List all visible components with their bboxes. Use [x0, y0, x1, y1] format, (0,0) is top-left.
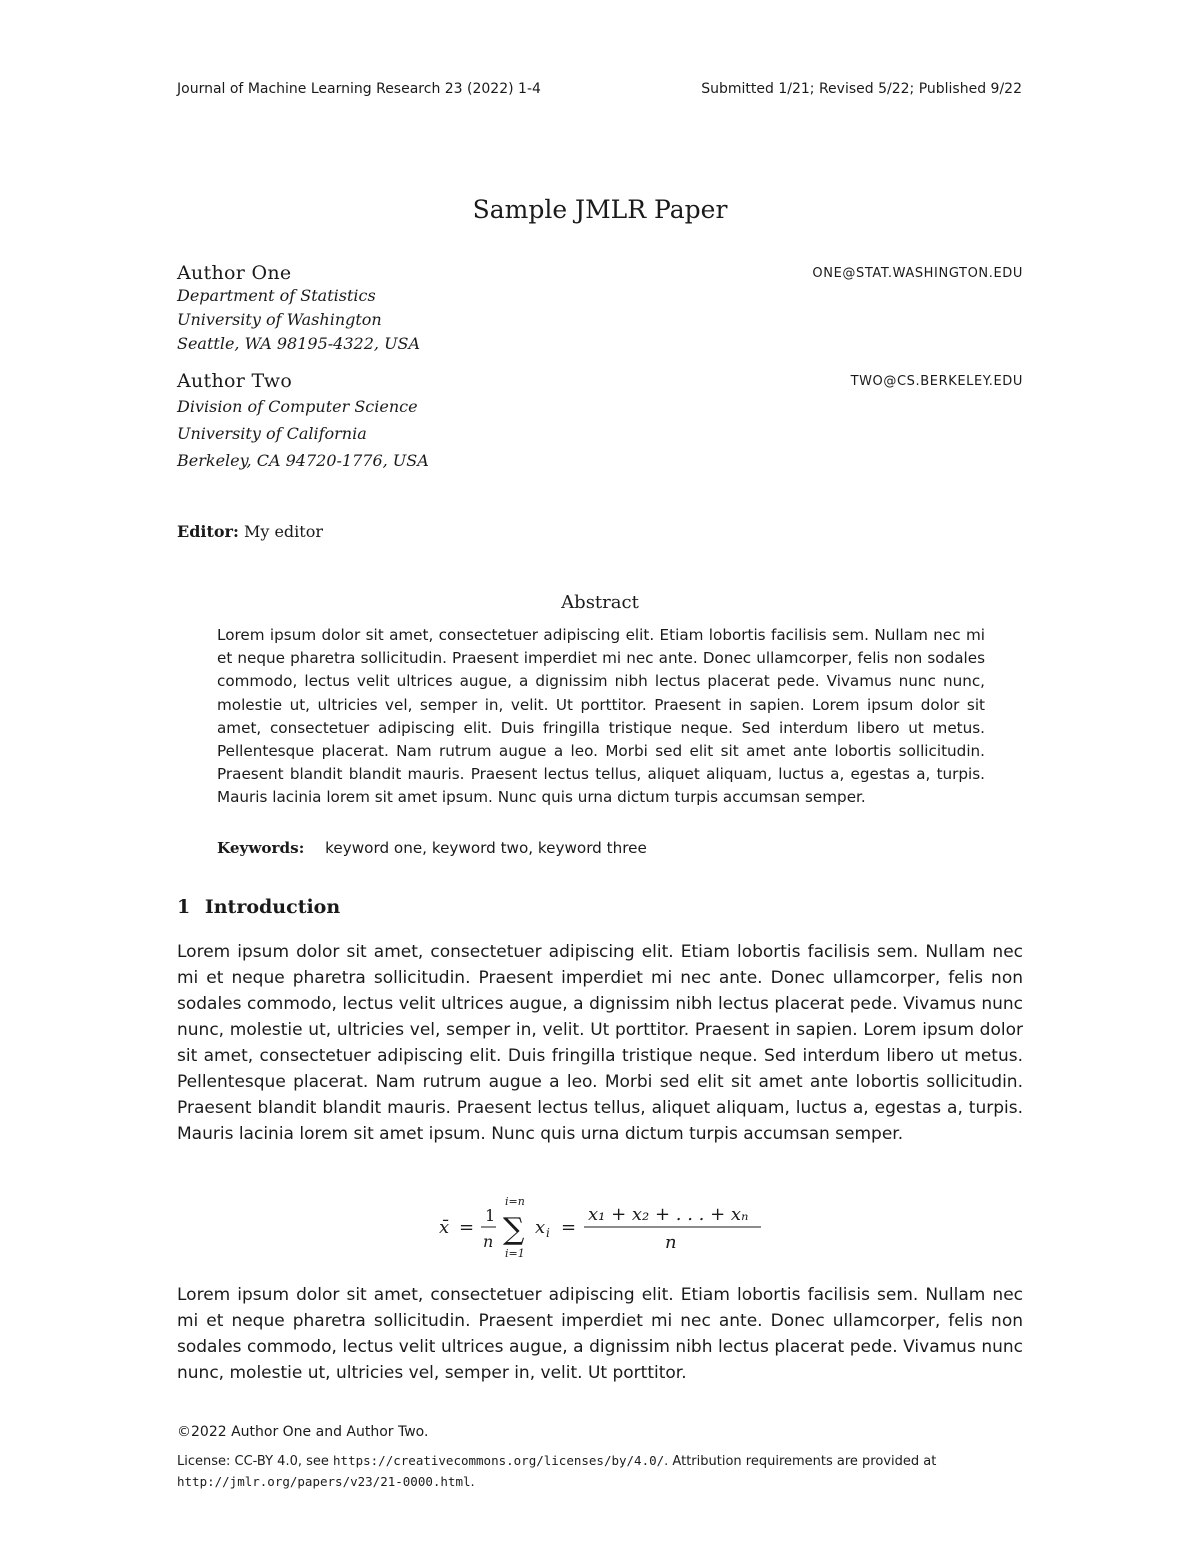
license-middle: . Attribution requirements are provided at — [664, 1454, 937, 1469]
abstract-text: Lorem ipsum dolor sit amet, consectetuer adipiscing elit. Etiam lobortis facilisis sem. Nullam nec mi et neque pharetra sollicitudin. Praesent imperdiet mi nec ante. Donec ullamcorper, felis non sodales commodo, lectus velit ultrices augue, a dignissim nibh lectus placerat pede. Vivamus nunc nunc, molestie ut, ultricies vel, semper in, velit. Ut porttitor. Praesent in sapien. Lorem ipsum dolor sit amet, consectetuer adipiscing elit. Duis fringilla tristique neque. Sed interdum libero ut metus. Pellentesque placerat. Nam rutrum augue a leo. Morbi sed elit sit amet ante lobortis sollicitudin. Praesent blandit blandit mauris. Praesent lectus tellus, aliquet aliquam, luctus a, egestas a, turpis. Mauris lacinia lorem sit amet ipsum. Nunc quis urna dictum turpis accumsan semper. — [217, 626, 985, 807]
body-paragraph: Lorem ipsum dolor sit amet, consectetuer adipiscing elit. Etiam lobortis facilisis sem. Nullam nec mi et neque pharetra sollicitudin. Praesent imperdiet mi nec ante. Donec ullamcorper, felis non sodales commodo, lectus velit ultrices augue, a dignissim nibh lectus placerat pede. Vivamus nunc nunc, molestie ut, ultricies vel, semper in, velit. Ut porttitor. Praesent in sapien. Lorem ipsum dolor sit amet, consectetuer adipiscing elit. Duis fringilla tristique neque. Sed interdum libero ut metus. Pellentesque placerat. Nam rutrum augue a leo. Morbi sed elit sit amet ante lobortis sollicitudin. Praesent blandit blandit mauris. Praesent lectus tellus, aliquet aliquam, luctus a, egestas a, turpis. Mauris lacinia lorem sit amet ipsum. Nunc quis urna dictum turpis accumsan semper. — [177, 942, 1023, 1144]
eq-lhs: x̄ — [439, 1217, 450, 1238]
equation-mean — [0, 1195, 1200, 1265]
author-affiliation-line: Department of Statistics — [177, 286, 376, 305]
license-link[interactable]: https://creativecommons.org/licenses/by/4.0/ — [333, 1453, 665, 1468]
running-header-dates: Submitted 1/21; Revised 5/22; Published 9/22 — [701, 81, 1022, 97]
keywords-value: keyword one, keyword two, keyword three — [325, 839, 647, 857]
keywords-line — [217, 839, 647, 857]
editor-line — [177, 522, 323, 541]
copyright-notice: ©2022 Author One and Author Two. — [177, 1424, 429, 1440]
author-name: Author One — [177, 262, 292, 284]
section-heading — [177, 896, 340, 918]
author-affiliation-line: Division of Computer Science — [177, 397, 418, 416]
eq-sum-top: i=n — [505, 1195, 525, 1208]
eq-frac-num: 1 — [485, 1206, 496, 1225]
eq-equals: = — [459, 1217, 475, 1238]
author-block-2 — [177, 370, 1023, 473]
author-affiliation-line: Seattle, WA 98195-4322, USA — [177, 334, 421, 353]
license-suffix: . — [470, 1475, 475, 1490]
abstract-heading: Abstract — [561, 592, 639, 613]
author-email[interactable]: TWO@CS.BERKELEY.EDU — [850, 374, 1023, 389]
license-notice — [177, 1451, 1023, 1493]
section-title: Introduction — [204, 896, 341, 918]
eq-equals-2: = — [561, 1217, 577, 1238]
author-name: Author Two — [177, 370, 293, 392]
author-affiliation-line: University of California — [177, 424, 367, 443]
eq-frac-den: n — [483, 1232, 494, 1251]
paper-title: Sample JMLR Paper — [472, 195, 728, 224]
section-number: 1 — [177, 896, 191, 918]
body-paragraph: Lorem ipsum dolor sit amet, consectetuer adipiscing elit. Etiam lobortis facilisis sem. Nullam nec mi et neque pharetra sollicitudin. Praesent imperdiet mi nec ante. Donec ullamcorper, felis non sodales commodo, lectus velit ultrices augue, a dignissim nibh lectus placerat pede. Vivamus nunc nunc, molestie ut, ultricies vel, semper in, velit. Ut porttitor. — [177, 1285, 1023, 1383]
attribution-link[interactable]: http://jmlr.org/papers/v23/21-0000.html — [177, 1474, 471, 1489]
eq-sum-bottom: i=1 — [505, 1247, 525, 1260]
eq-summand: x — [535, 1217, 546, 1238]
author-affiliation-line: Berkeley, CA 94720-1776, USA — [177, 451, 429, 470]
editor-label: Editor: — [177, 522, 239, 541]
eq-rhs-num: x₁ + x₂ + . . . + xₙ — [588, 1204, 749, 1225]
author-email[interactable]: ONE@STAT.WASHINGTON.EDU — [812, 266, 1023, 281]
license-prefix: License: CC-BY 4.0, see — [177, 1454, 334, 1469]
editor-value: My editor — [243, 522, 323, 541]
author-affiliation-line: University of Washington — [177, 310, 382, 329]
eq-summand-sub: i — [546, 1226, 550, 1240]
eq-rhs-den: n — [665, 1232, 677, 1253]
eq-sigma: ∑ — [503, 1212, 525, 1247]
running-header-journal: Journal of Machine Learning Research 23 (2022) 1-4 — [177, 81, 541, 97]
keywords-label: Keywords: — [217, 839, 305, 857]
author-block-1 — [177, 262, 1023, 356]
